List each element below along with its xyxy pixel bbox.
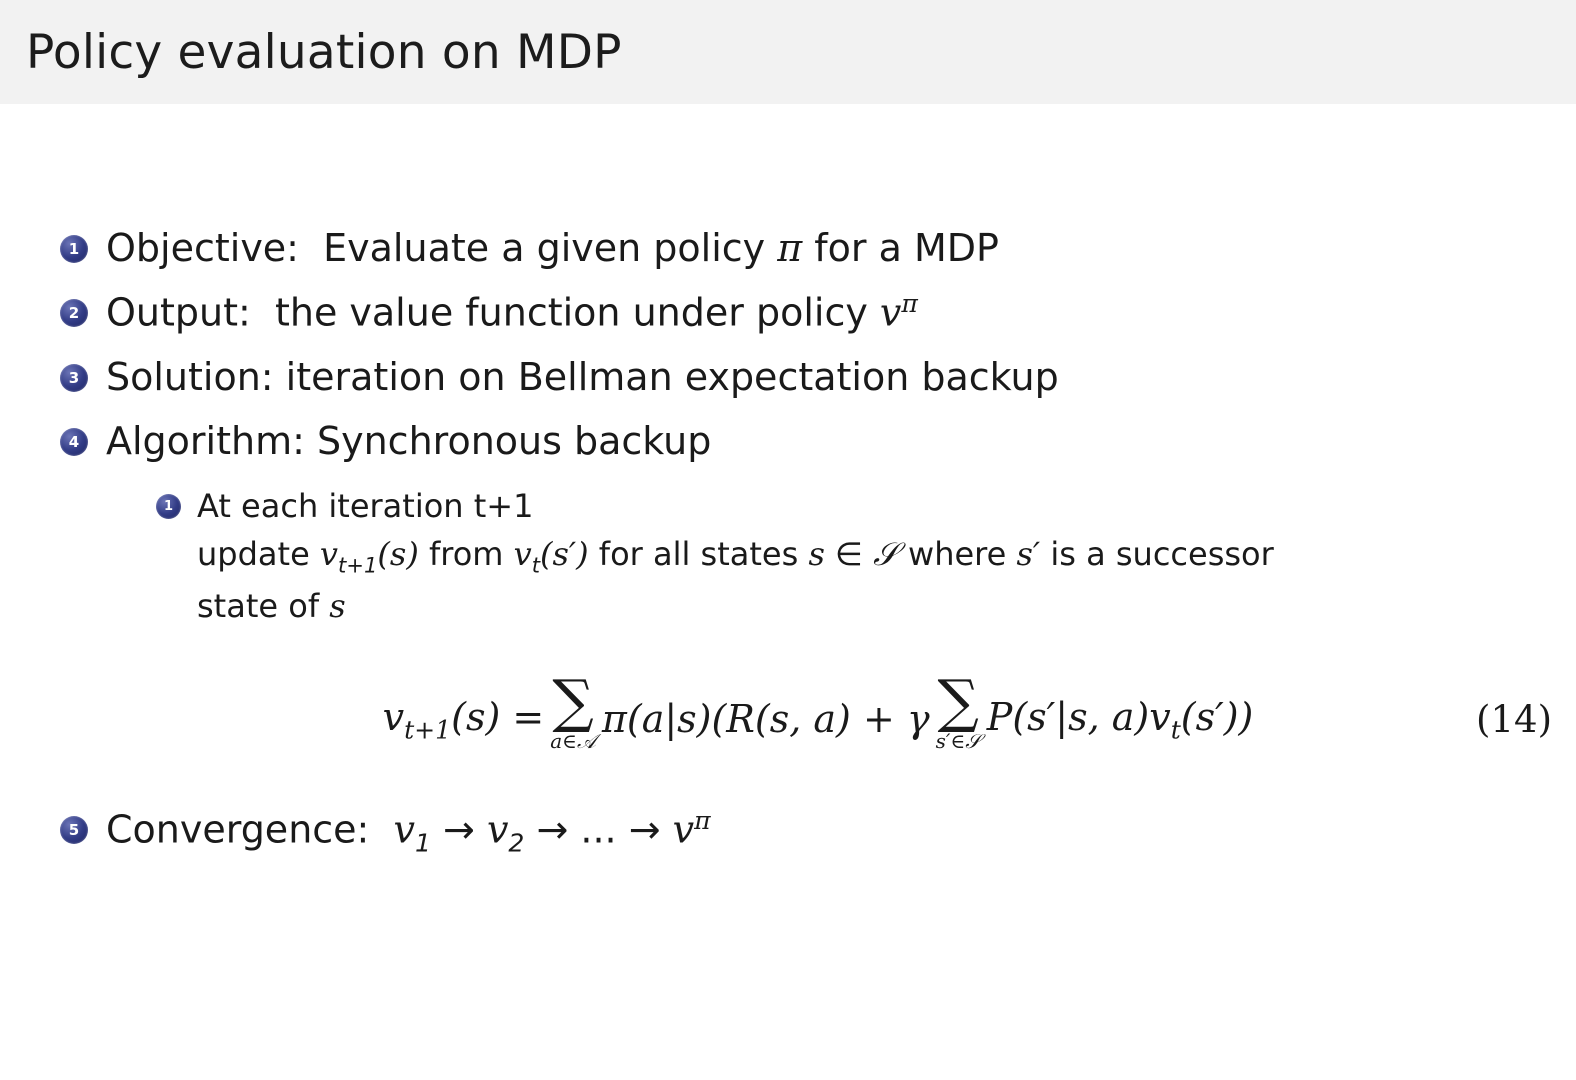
sigma-icon: ∑ — [552, 666, 594, 735]
sub-list-line-2: update $v_{t+1}(s)$ from $v_t(s')$ for all states s ∈ 𝒮 where s′ is a successor — [197, 535, 1274, 578]
list-item-label: Solution: iteration on Bellman expectation backup — [106, 354, 1059, 399]
list-item-label: Algorithm: Synchronous backup — [106, 418, 712, 463]
list-item-solution — [60, 351, 1576, 405]
sub-list-line-1: At each iteration t+1 — [197, 487, 534, 526]
list-number-2-icon: 2 — [60, 299, 88, 327]
page-title: Policy evaluation on MDP — [26, 24, 622, 80]
sub-list — [156, 482, 1576, 629]
sub-list-item-iteration — [156, 482, 1576, 629]
list-item-label: Convergence: $v_1 \to v_2$ → ... → $v^\pi$ — [106, 806, 711, 858]
equation-lhs: $v_{t+1}(s)$ = — [382, 694, 545, 745]
list-item-objective — [60, 222, 1576, 276]
summation-over-actions — [550, 666, 596, 754]
summation-limit: s′∈𝒮 — [935, 729, 981, 754]
list-item-convergence — [60, 803, 1576, 861]
enumerated-list-continued — [60, 803, 1576, 861]
list-number-1-icon: 1 — [60, 235, 88, 263]
list-item-label: Objective: Evaluate a given policy π for a MDP — [106, 226, 999, 270]
bellman-expectation-equation — [382, 666, 1254, 758]
summation-limit: a∈𝒜 — [550, 729, 596, 754]
equation-rhs: P(s′|s, $a)v_t(s')$) — [986, 694, 1254, 745]
summation-over-states — [935, 666, 981, 754]
sub-list-number-1-icon: 1 — [156, 494, 181, 519]
sigma-icon: ∑ — [937, 666, 979, 735]
sub-list-item-text — [197, 482, 1274, 629]
list-item-output — [60, 286, 1576, 341]
list-item-label: Output: the value function under policy $v^\pi$ — [106, 288, 918, 335]
equation-number: (14) — [1476, 697, 1552, 741]
slide-body — [0, 104, 1576, 861]
list-number-4-icon: 4 — [60, 428, 88, 456]
equation-block — [60, 666, 1576, 758]
sub-list-line-3: state of s — [197, 586, 346, 625]
list-number-3-icon: 3 — [60, 364, 88, 392]
enumerated-list — [60, 222, 1576, 468]
equation-mid: π(a|s)(R(s, a) + γ — [601, 697, 930, 742]
list-number-5-icon: 5 — [60, 816, 88, 844]
list-item-algorithm — [60, 415, 1576, 469]
slide-title-bar — [0, 0, 1576, 104]
